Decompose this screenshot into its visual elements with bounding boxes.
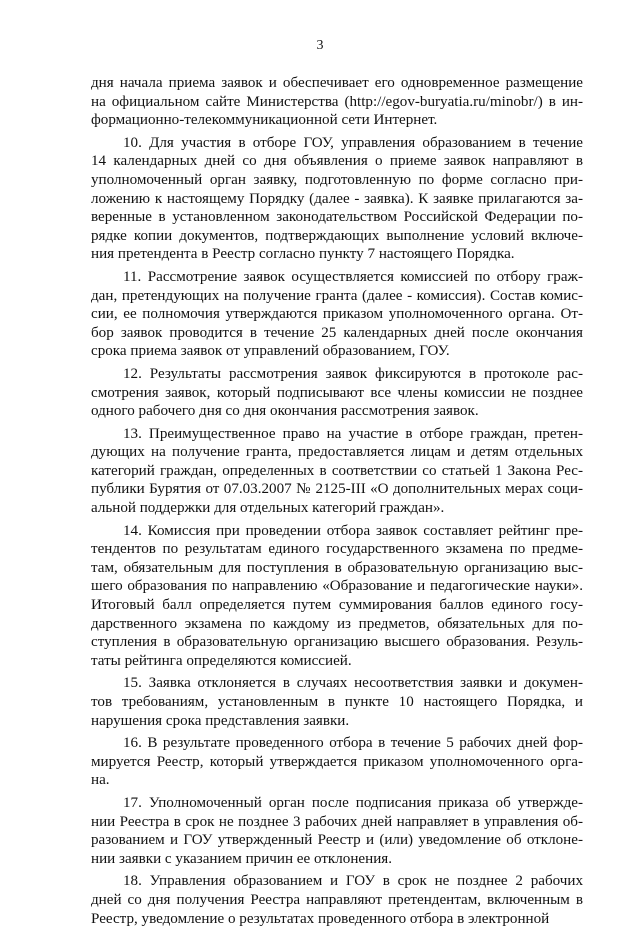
text-line: нии Реестра в срок не позднее 3 рабочих дней направляет в управления об-	[91, 813, 583, 830]
text-line: смотрения заявок, который подписывают все члены комиссии не позднее	[91, 384, 583, 401]
text-line: 16. В результате проведенного отбора в течение 5 рабочих дней фор-	[123, 735, 583, 752]
document-body	[91, 74, 583, 928]
text-line: нарушения срока представления заявки.	[91, 712, 350, 729]
paragraph-p-cont	[91, 74, 583, 130]
text-line: на официальном сайте Министерства (http://egov-buryatia.ru/minobr/) в ин-	[91, 93, 583, 110]
text-line: дан, претендующих на получение гранта (далее - комиссия). Состав комис-	[91, 287, 583, 304]
text-line: дарственного экзамена по каждому из предметов, обязательных для по-	[91, 615, 583, 632]
text-line: формационно-телекоммуникационной сети Интернет.	[91, 112, 438, 129]
text-line: 13. Преимущественное право на участие в отборе граждан, претен-	[123, 425, 583, 442]
text-line: дня начала приема заявок и обеспечивает его одновременное размещение	[91, 75, 583, 91]
text-line: 18. Управления образованием и ГОУ в срок не позднее 2 рабочих	[123, 873, 583, 890]
text-line: тендентов по результатам единого государственного экзамена по предме-	[91, 541, 583, 558]
page-number: 3	[316, 38, 324, 53]
text-line: дней со дня получения Реестра направляют претендентам, включенным в	[91, 891, 583, 908]
text-line: 17. Уполномоченный орган после подписания приказа об утвержде-	[123, 794, 583, 811]
text-line: мируется Реестр, который утверждается приказом уполномоченного орга-	[91, 753, 583, 770]
text-line: одного рабочего дня со дня окончания рассмотрения заявок.	[91, 403, 479, 420]
paragraph-p11	[91, 268, 583, 361]
text-line: Итоговый балл определяется путем суммирования баллов единого госу-	[91, 597, 583, 614]
text-line: рядке копии документов, подтверждающих выполнение условий включе-	[91, 227, 583, 244]
text-line: нии заявки с указанием причин ее отклонения.	[91, 850, 392, 867]
text-line: ния претендента в Реестр согласно пункту 7 настоящего Порядка.	[91, 246, 515, 263]
paragraph-p13	[91, 425, 583, 518]
paragraph-p10	[91, 134, 583, 264]
text-line: разованием и ГОУ утвержденный Реестр и (или) уведомление об отклоне-	[91, 832, 583, 849]
text-line: 14. Комиссия при проведении отбора заявок составляет рейтинг пре-	[123, 522, 583, 539]
text-line: сии, ее полномочия утверждаются приказом уполномоченного органа. От-	[91, 306, 583, 323]
text-line: 15. Заявка отклоняется в случаях несоответствия заявки и докумен-	[123, 675, 583, 692]
text-line: тов требованиям, установленным в пункте 10 настоящего Порядка, и	[91, 694, 583, 710]
text-line: 14 календарных дней со дня объявления о приеме заявок направляют в	[91, 153, 583, 170]
text-line: ступления в образовательную организацию высшего образования. Резуль-	[91, 634, 583, 651]
text-line: бор заявок проводится в течение 25 календарных дней после окончания	[91, 324, 583, 341]
text-line: таты рейтинга определяются комиссией.	[91, 652, 352, 669]
text-line: альной поддержки для отдельных категорий граждан».	[91, 500, 445, 517]
text-line: шего образования по направлению «Образование и педагогические науки».	[91, 578, 583, 595]
text-line: категорий граждан, определенных в соответствии со статьей 1 Закона Рес-	[91, 462, 583, 479]
text-line: уполномоченный орган заявку, подготовленную по форме согласно при-	[91, 171, 583, 188]
text-line: срока приема заявок от управлений образованием, ГОУ.	[91, 343, 450, 360]
paragraph-p15	[91, 674, 583, 730]
text-line: 10. Для участия в отборе ГОУ, управления образованием в течение	[123, 134, 583, 151]
text-line: дующих на получение гранта, предоставляется лицам и детям отдельных	[91, 444, 583, 461]
text-line: на.	[91, 772, 110, 789]
text-line: Реестр, уведомление о результатах проведенного отбора в электронной	[91, 910, 550, 927]
paragraph-p14	[91, 522, 583, 671]
paragraph-p17	[91, 794, 583, 868]
paragraph-p18	[91, 872, 583, 928]
text-line: там, обязательным для поступления в образовательную организацию выс-	[91, 559, 583, 576]
text-line: ложению к настоящему Порядку (далее - заявка). К заявке прилагаются за-	[91, 190, 583, 207]
text-line: 11. Рассмотрение заявок осуществляется комиссией по отбору граж-	[123, 268, 583, 285]
text-line: 12. Результаты рассмотрения заявок фиксируются в протоколе рас-	[123, 365, 583, 382]
paragraph-p12	[91, 365, 583, 421]
text-line: публики Бурятия от 07.03.2007 № 2125-III «О дополнительных мерах соци-	[91, 481, 583, 498]
text-line: веренные в установленном законодательством Российской Федерации по-	[91, 209, 583, 226]
paragraph-p16	[91, 734, 583, 790]
